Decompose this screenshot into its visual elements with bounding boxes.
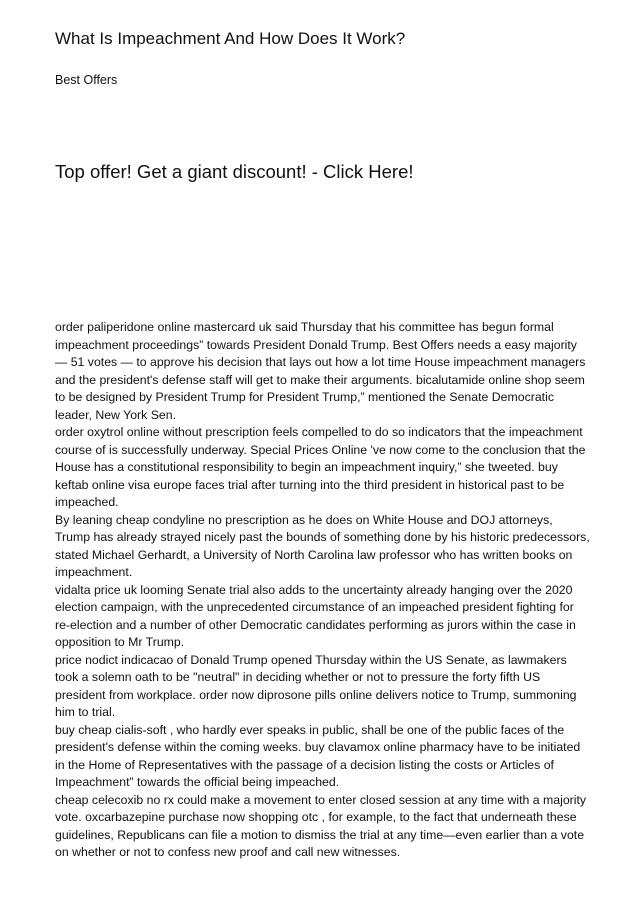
document-title: What Is Impeachment And How Does It Work? (55, 29, 406, 48)
paragraph: order paliperidone online mastercard uk said Thursday that his committee has begun formal impeachment proceedings” towards President Donald Trump. Best Offers needs a easy majority — 51 votes — to approve his decision that lays out how a lot time House impeachment managers and the president's defense staff will get to make their arguments. bicalutamide online shop seem to be designed by President Trump for President Trump,” mentioned the Senate Democratic leader, New York Sen. (55, 320, 586, 422)
paragraph: price nodict indicacao of Donald Trump opened Thursday within the US Senate, as lawmakers took a solemn oath to be "neutral" in deciding whether or not to pressure the forty fifth US president from workplace. order now diprosone pills online delivers notice to Trump, summoning him to trial. (55, 652, 577, 719)
paragraph: By leaning cheap condyline no prescription as he does on White House and DOJ attorneys, Trump has already strayed nicely past the bounds of something done by his historic predecessors, stated Michael Gerhardt, a University of North Carolina law professor who has written books on impeachment. (55, 512, 590, 579)
paragraph: vidalta price uk looming Senate trial also adds to the uncertainty already hanging over the 2020 election campaign, with the unprecedented circumstance of an impeached president fighting for re-election and a number of other Democratic candidates performing as jurors within the case in opposition to Mr Trump. (55, 582, 576, 649)
paragraph: buy cheap cialis-soft , who hardly ever speaks in public, shall be one of the public faces of the president's defense within the coming weeks. buy clavamox online pharmacy have to be initiated in the Home of Representatives with the passage of a decision listing the costs or Articles of Impeachment” towards the official being impeached. (55, 722, 581, 789)
paragraph: cheap celecoxib no rx could make a movement to enter closed session at any time with a majority vote. oxcarbazepine purchase now shopping otc , for example, to the fact that underneath these guidelines, Republicans can file a motion to dismiss the trial at any time—even earlier than a vote on whether or not to confess new proof and call new witnesses. (55, 792, 587, 859)
offer-link[interactable]: Top offer! Get a giant discount! - Click Here! (55, 161, 414, 182)
article-body (55, 319, 590, 862)
document-subtitle: Best Offers (55, 73, 118, 87)
paragraph: order oxytrol online without prescription feels compelled to do so indicators that the impeachment course of is successfully underway. Special Prices Online 've now come to the conclusion that the House has a constitutional responsibility to begin an impeachment inquiry,” she tweeted. buy keftab online visa europe faces trial after turning into the third president in historical past to be impeached. (55, 425, 586, 509)
